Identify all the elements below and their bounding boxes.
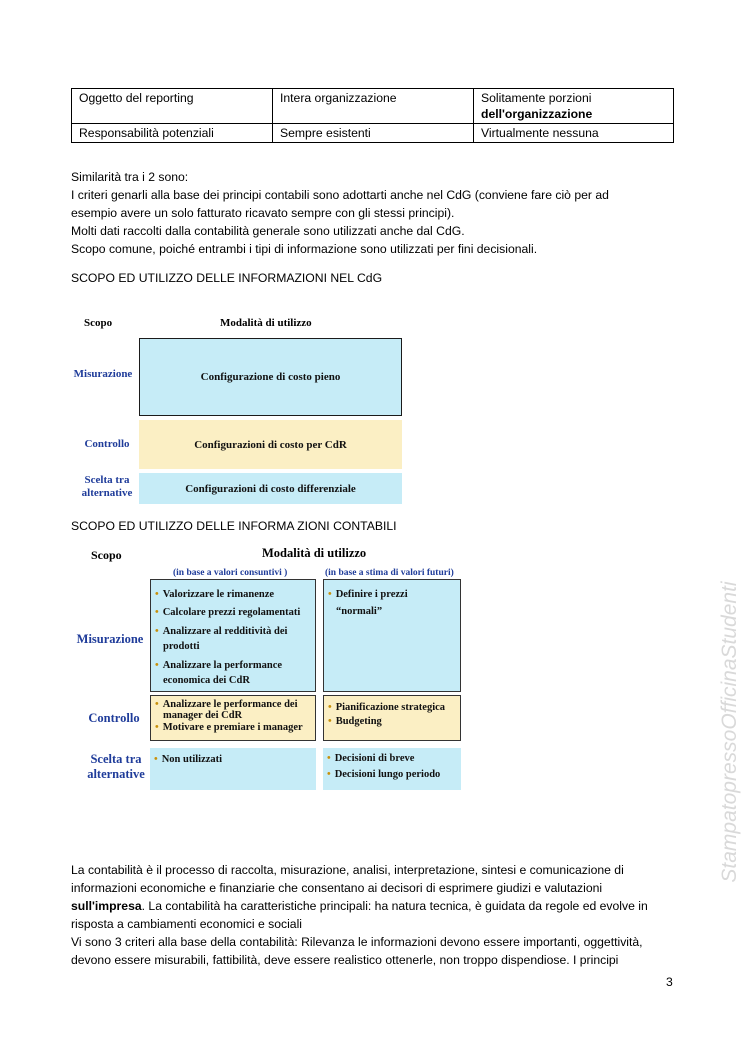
row-label-line: Scelta tra — [84, 474, 130, 486]
table-cell — [474, 89, 674, 124]
page-number: 3 — [666, 975, 673, 989]
table-cell: Virtualmente nessuna — [474, 124, 674, 143]
bullet-item: • Pianificazione strategica — [328, 702, 446, 713]
paragraph-line: risposta a cambiamenti economici e sociali — [71, 917, 302, 931]
box-costo-pieno — [139, 338, 402, 416]
paragraph-text: . La contabilità ha caratteristiche principali: ha natura tecnica, è guidata da regole ed evolve in — [141, 899, 648, 913]
bullet-item: • Non utilizzati — [154, 754, 223, 765]
diagram-col-scopo: Scopo — [91, 548, 122, 562]
bullet-item: • Decisioni di breve — [327, 753, 415, 764]
box-misurazione-stima — [323, 579, 461, 692]
similarity-line: esempio avere un solo fatturato ricavato sempre con gli stessi principi). — [71, 206, 455, 220]
bullet-item: • Analizzare la performance — [155, 660, 283, 671]
box-scelta-stima — [323, 748, 461, 790]
box-misurazione-consuntivi — [150, 579, 316, 692]
box-label: Configurazione di costo pieno — [200, 371, 341, 383]
bullet-continuation: prodotti — [163, 641, 200, 652]
table-cell: Sempre esistenti — [273, 124, 474, 143]
subheading-consuntivi: (in base a valori consuntivi ) — [173, 568, 288, 578]
row-label-misurazione: Misurazione — [76, 632, 144, 646]
box-scelta-consuntivi — [150, 748, 316, 790]
row-label-controllo: Controllo — [84, 438, 130, 450]
box-costo-cdr — [139, 420, 402, 469]
bullet-item: • Definire i prezzi — [328, 589, 408, 600]
section-heading: SCOPO ED UTILIZZO DELLE INFORMA ZIONI CONTABILI — [71, 519, 397, 533]
paragraph-line: Vi sono 3 criteri alla base della contabilità: Rilevanza le informazioni devono essere importanti, oggettività, — [71, 935, 643, 949]
subheading-stima: (in base a stima di valori futuri) — [325, 568, 454, 578]
row-label-line: Scelta tra — [90, 752, 142, 766]
bullet-item: • Analizzare le performance dei — [155, 699, 298, 710]
box-controllo-consuntivi — [150, 695, 316, 741]
table-cell: Oggetto del reporting — [72, 89, 273, 124]
diagram-col-scopo: Scopo — [84, 317, 113, 329]
row-label-line: alternative — [87, 767, 145, 781]
bullet-item: • Decisioni lungo periodo — [327, 769, 441, 780]
section-heading: SCOPO ED UTILIZZO DELLE INFORMAZIONI NEL CdG — [71, 271, 383, 285]
comparison-table — [71, 88, 674, 143]
bullet-continuation: manager dei CdR — [163, 710, 243, 721]
row-label-scelta — [76, 474, 138, 500]
box-label: Configurazioni di costo per CdR — [194, 438, 347, 451]
row-label-line: alternative — [81, 487, 133, 499]
row-label-scelta — [76, 752, 156, 782]
table-cell-line: Solitamente porzioni — [481, 91, 592, 105]
row-label-misurazione: Misurazione — [73, 368, 133, 380]
table-row — [72, 124, 674, 143]
paragraph-line: informazioni economiche e finanziarie che consentano ai decisori di esprimere giudizi e valutazioni — [71, 881, 603, 895]
similarity-line: Scopo comune, poiché entrambi i tipi di informazione sono utilizzati per fini decisionali. — [71, 242, 538, 256]
table-row — [72, 89, 674, 124]
bold-term: sull'impresa — [71, 899, 142, 913]
watermark: StampatopressoOfficinaStudenti — [718, 581, 741, 883]
bullet-continuation: “normali” — [336, 606, 383, 617]
bullet-item: • Budgeting — [328, 716, 382, 727]
box-controllo-stima — [323, 695, 461, 741]
table-cell: Responsabilità potenziali — [72, 124, 273, 143]
diagram-col-modalita: Modalità di utilizzo — [262, 546, 367, 560]
similarity-line: Molti dati raccolti dalla contabilità generale sono utilizzati anche dal CdG. — [71, 224, 465, 238]
bullet-item: • Motivare e premiare i manager — [155, 722, 303, 733]
box-costo-differenziale — [139, 473, 402, 504]
table-cell-line: dell'organizzazione — [481, 107, 593, 121]
row-label-controllo: Controllo — [88, 711, 140, 725]
similarity-line: I criteri genarli alla base dei principi contabili sono adottarti anche nel CdG (conviene fare ciò per ad — [71, 188, 609, 202]
similarity-intro: Similarità tra i 2 sono: — [71, 170, 189, 184]
bullet-item: • Valorizzare le rimanenze — [155, 589, 275, 600]
box-label: Configurazioni di costo differenziale — [185, 482, 356, 495]
bullet-item: • Analizzare al redditività dei — [155, 626, 288, 637]
paragraph-line: devono essere misurabili, fattibilità, deve essere realistico ottenerle, non troppo dispendiose. I principi — [71, 953, 619, 967]
paragraph-line: La contabilità è il processo di raccolta, misurazione, analisi, interpretazione, sintesi e comunicazione di — [71, 863, 624, 877]
table-cell: Intera organizzazione — [273, 89, 474, 124]
bullet-continuation: economica dei CdR — [163, 675, 250, 686]
bullet-item: • Calcolare prezzi regolamentati — [155, 607, 301, 618]
diagram-col-modalita: Modalità di utilizzo — [220, 317, 312, 329]
paragraph-line — [71, 897, 648, 916]
